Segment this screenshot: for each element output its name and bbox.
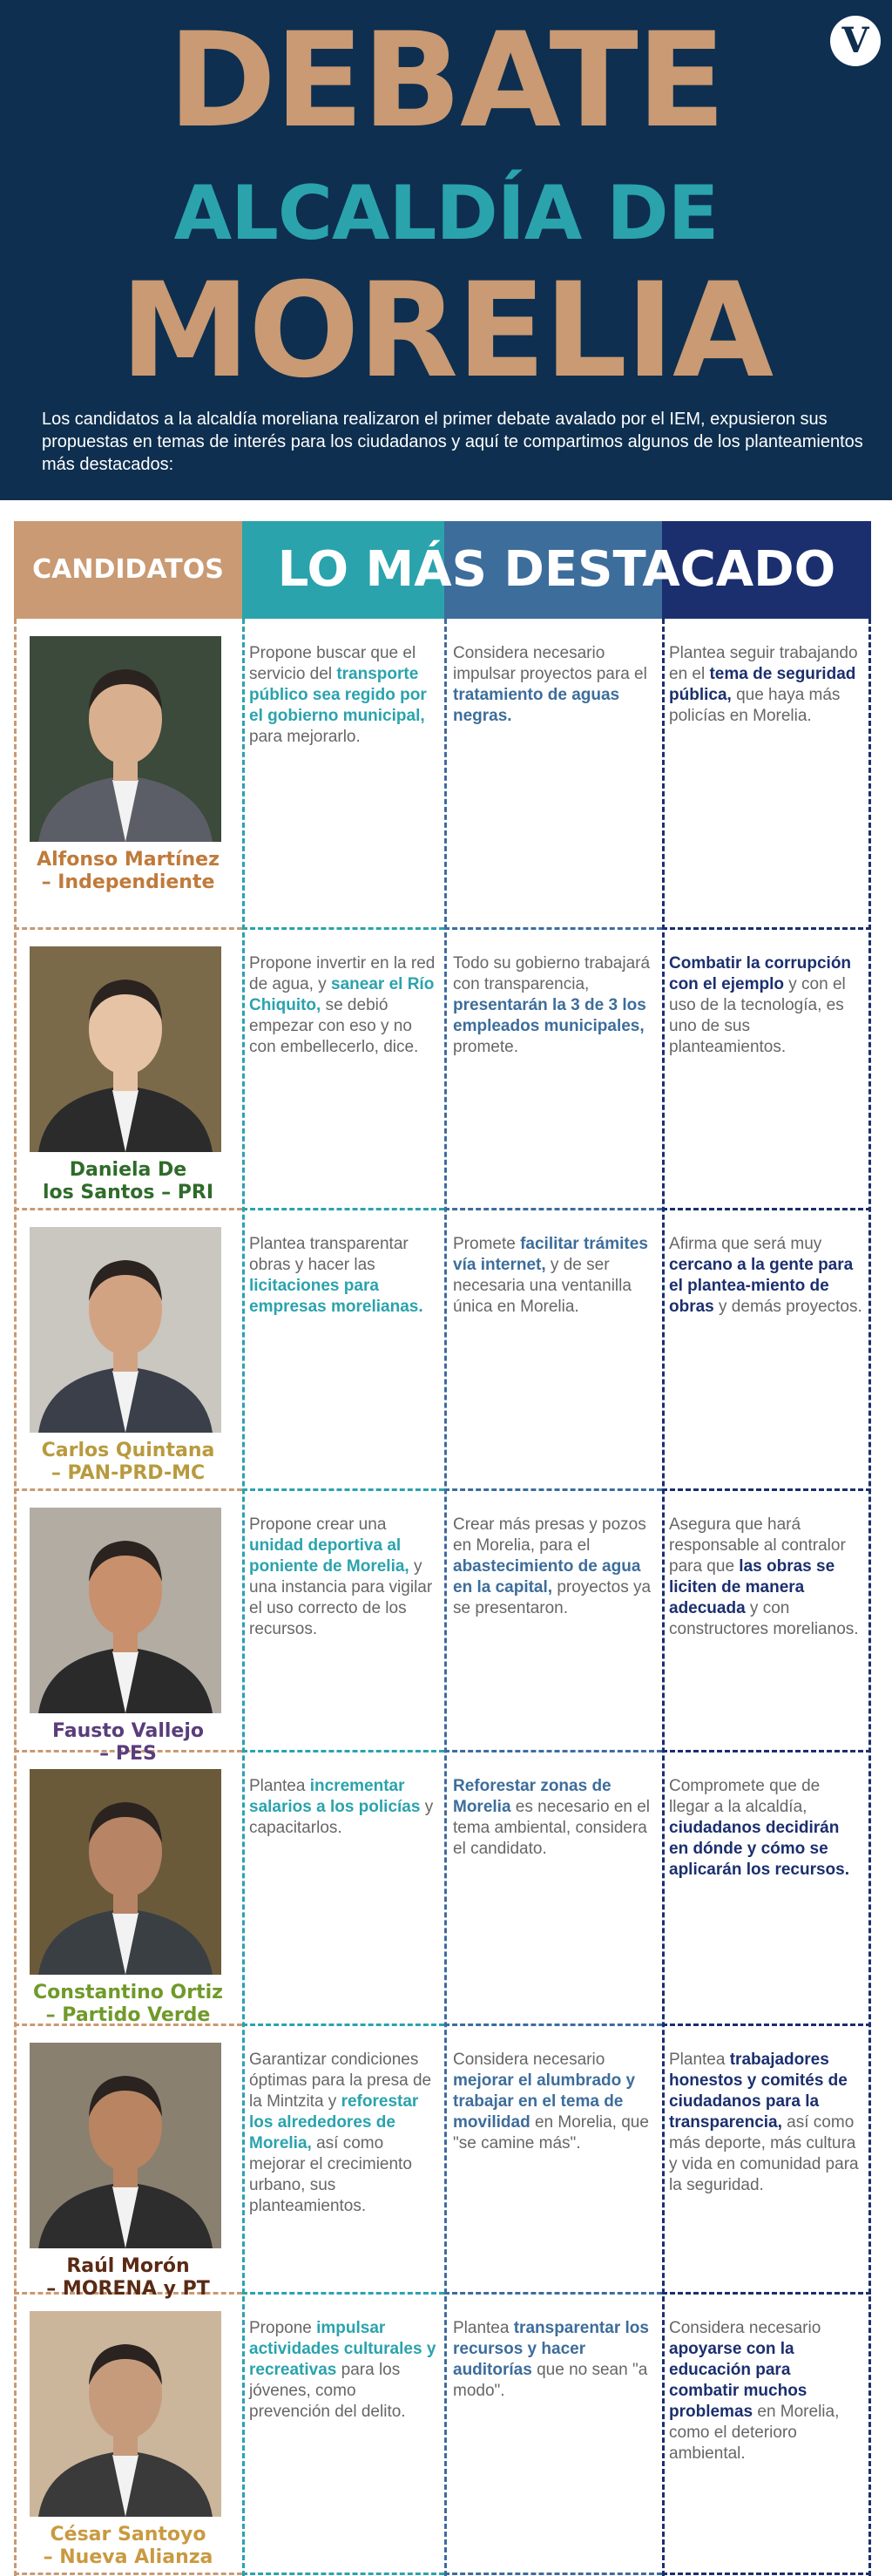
portrait-illustration — [30, 946, 221, 1152]
proposal-cell — [669, 1234, 862, 1318]
row-divider-segment — [662, 1208, 871, 1210]
candidate-name — [14, 1440, 242, 1485]
proposal-highlight: tema de seguridad pública, — [669, 665, 856, 704]
header-banner — [0, 0, 892, 500]
proposal-cell — [453, 1776, 655, 1860]
proposal-text: para mejorarlo. — [249, 728, 361, 746]
proposal-cell — [249, 1776, 439, 1839]
proposal-highlight: las obras se liciten de manera adecuada — [669, 1557, 835, 1617]
proposal-highlight: reforestar los alrededores de Morelia, — [249, 2092, 419, 2152]
row-divider-segment — [444, 1750, 662, 1752]
proposal-text: Plantea — [453, 2319, 514, 2337]
candidate-photo — [30, 2311, 221, 2517]
row-divider-segment — [444, 1208, 662, 1210]
row-divider-segment — [444, 2024, 662, 2026]
proposal-text: para los jóvenes, como prevención del delito. — [249, 2361, 406, 2421]
intro-paragraph: Los candidatos a la alcaldía moreliana realizaron el primer debate avalado por el IEM, expusieron sus propuestas en temas de interés para los ciudadanos y aquí te compartimos algunos de los planteamientos más destacados: — [42, 410, 863, 474]
proposal-text: Afirma que será muy — [669, 1235, 822, 1253]
column-divider — [242, 619, 245, 2576]
candidate-photo — [30, 2043, 221, 2248]
candidate-photo — [30, 946, 221, 1152]
proposal-highlight: transporte público sea regido por el gobierno municipal, — [249, 665, 427, 725]
proposal-text: promete. — [453, 1038, 518, 1056]
title-line-1: DEBATE — [167, 5, 725, 157]
proposal-highlight: unidad deportiva al poniente de Morelia, — [249, 1536, 409, 1576]
proposal-highlight: apoyarse con la educación para combatir muchos problemas — [669, 2340, 808, 2421]
proposal-text: proyectos ya se presentaron. — [453, 1578, 652, 1617]
proposal-text: y con constructores morelianos. — [669, 1599, 859, 1638]
candidate-name-line-2: – MORENA y PT — [46, 2278, 210, 2300]
proposal-cell — [249, 953, 439, 1058]
proposal-cell — [453, 643, 655, 727]
column-divider — [662, 619, 665, 2576]
proposal-text: Propone buscar que el servicio del — [249, 644, 416, 683]
proposal-highlight: Combatir la corrupción con el ejemplo — [669, 954, 852, 993]
column-divider — [868, 619, 871, 2576]
row-divider-segment — [444, 1488, 662, 1491]
proposal-highlight: tratamiento de aguas negras. — [453, 686, 620, 725]
proposal-text: Plantea seguir trabajando en el — [669, 644, 858, 683]
candidate-name-line-1: Daniela De — [69, 1159, 187, 1181]
row-divider-segment — [14, 927, 242, 930]
brand-logo[interactable]: V — [830, 16, 881, 66]
proposal-highlight: sanear el Río Chiquito, — [249, 975, 435, 1014]
row-divider-segment — [242, 2573, 444, 2575]
proposal-highlight: incrementar salarios a los policías — [249, 1777, 421, 1816]
proposal-text: se debió empezar con eso y no con embellecerlo, dice. — [249, 996, 419, 1056]
proposal-text: Plantea transparentar obras y hacer las — [249, 1235, 409, 1274]
proposal-highlight: mejorar el alumbrado y trabajar en el tema de movilidad — [453, 2071, 636, 2132]
candidate-name-line-1: Carlos Quintana — [41, 1440, 215, 1461]
row-divider-segment — [662, 2024, 871, 2026]
proposal-text: Propone crear una — [249, 1515, 387, 1534]
proposal-text: Todo su gobierno trabajará con transparencia, — [453, 954, 651, 993]
row-divider-segment — [662, 2573, 871, 2575]
proposal-cell — [453, 2050, 655, 2154]
proposal-cell — [669, 2050, 862, 2196]
proposal-highlight: abastecimiento de agua en la capital, — [453, 1557, 641, 1596]
candidate-name-line-2: – PES — [99, 1743, 157, 1765]
row-divider-segment — [242, 1208, 444, 1210]
proposal-highlight: transparentar los recursos y hacer auditorías — [453, 2319, 649, 2379]
proposal-cell — [453, 2318, 655, 2402]
row-divider-segment — [444, 927, 662, 930]
proposal-cell — [669, 2318, 862, 2464]
candidate-name-line-1: Constantino Ortiz — [33, 1982, 223, 2003]
candidate-name-line-2: – Independiente — [41, 871, 215, 893]
row-divider-segment — [14, 1208, 242, 1210]
title-line-3: MORELIA — [119, 255, 773, 407]
candidate-name-line-1: Alfonso Martínez — [37, 849, 220, 871]
proposal-text: Propone invertir en la red de agua, y — [249, 954, 436, 993]
comparison-table — [14, 521, 871, 2576]
proposal-text: Considera necesario impulsar proyectos para el — [453, 644, 647, 683]
proposal-text: así como más deporte, más cultura y vida en comunidad para la seguridad. — [669, 2113, 859, 2194]
proposal-text: Asegura que hará responsable al contralor para que — [669, 1515, 846, 1576]
proposal-cell — [453, 1234, 655, 1318]
proposal-text: Compromete que de llegar a la alcaldía, — [669, 1777, 821, 1816]
proposal-cell — [249, 2050, 439, 2217]
candidate-name — [14, 1720, 242, 1766]
proposal-text: Propone — [249, 2319, 317, 2337]
row-divider-segment — [662, 927, 871, 930]
row-divider-segment — [242, 2024, 444, 2026]
proposal-text: en Morelia, como el deterioro ambiental. — [669, 2403, 840, 2463]
portrait-illustration — [30, 2043, 221, 2248]
proposal-text: Crear más presas y pozos en Morelia, para el — [453, 1515, 646, 1555]
proposal-text: y con el uso de la tecnología, es uno de sus planteamientos. — [669, 975, 846, 1056]
candidate-photo — [30, 636, 221, 842]
column-header-highlights: LO MÁS DESTACADO — [277, 541, 836, 598]
proposal-text: y una instancia para vigilar el uso correcto de los recursos. — [249, 1557, 433, 1638]
proposal-cell — [669, 1515, 862, 1640]
proposal-text: Plantea — [669, 2051, 730, 2069]
proposal-cell — [249, 1515, 439, 1640]
proposal-text: que haya más policías en Morelia. — [669, 686, 841, 725]
proposal-text: Considera necesario — [453, 2051, 605, 2069]
candidate-name — [14, 2524, 242, 2569]
candidate-name-line-1: Fausto Vallejo — [52, 1720, 204, 1742]
proposal-text: y demás proyectos. — [713, 1298, 862, 1316]
portrait-illustration — [30, 1508, 221, 1713]
row-divider-segment — [14, 1488, 242, 1491]
proposal-text: y de ser necesaria una ventanilla única en Morelia. — [453, 1256, 632, 1316]
proposal-cell — [249, 2318, 439, 2423]
candidate-name-line-1: César Santoyo — [50, 2524, 206, 2545]
row-divider-segment — [242, 927, 444, 930]
row-divider-segment — [14, 2573, 242, 2575]
proposal-cell — [669, 953, 862, 1058]
title-line-2: ALCALDÍA DE — [173, 170, 719, 257]
candidate-name — [14, 849, 242, 894]
proposal-highlight: facilitar trámites vía internet, — [453, 1235, 648, 1274]
proposal-text: Garantizar condiciones óptimas para la presa de la Mintzita y — [249, 2051, 432, 2111]
proposal-text: en Morelia, que "se camine más". — [453, 2113, 649, 2152]
proposal-cell — [669, 1776, 862, 1881]
proposal-cell — [453, 1515, 655, 1619]
row-divider-segment — [242, 2292, 444, 2295]
proposal-text: Promete — [453, 1235, 521, 1253]
candidate-name-line-2: – Partido Verde — [45, 2004, 211, 2026]
proposal-text: y capacitarlos. — [249, 1798, 434, 1837]
candidate-name-line-2: – PAN-PRD-MC — [51, 1462, 206, 1484]
proposal-text: que no sean "a modo". — [453, 2361, 648, 2400]
column-header-candidates: CANDIDATOS — [14, 521, 242, 619]
portrait-illustration — [30, 2311, 221, 2517]
row-divider-segment — [444, 2573, 662, 2575]
row-divider-segment — [242, 1488, 444, 1491]
candidate-name — [14, 2255, 242, 2301]
candidate-name-line-2: los Santos – PRI — [42, 1182, 214, 1203]
row-divider-segment — [662, 1750, 871, 1752]
proposal-highlight: presentarán la 3 de 3 los empleados municipales, — [453, 996, 646, 1035]
proposal-text: es necesario en el tema ambiental, considera el candidato. — [453, 1798, 651, 1858]
proposal-highlight: trabajadores honestos y comités de ciudadanos para la transparencia, — [669, 2051, 848, 2132]
proposal-highlight: cercano a la gente para el plantea-miento de obras — [669, 1256, 854, 1316]
candidate-photo — [30, 1769, 221, 1975]
candidate-name — [14, 1159, 242, 1204]
proposal-text: Considera necesario — [669, 2319, 821, 2337]
candidate-photo — [30, 1508, 221, 1713]
proposal-text: Plantea — [249, 1777, 310, 1795]
proposal-highlight: Reforestar zonas de Morelia — [453, 1777, 612, 1816]
row-divider-segment — [662, 1488, 871, 1491]
portrait-illustration — [30, 636, 221, 842]
column-divider — [444, 619, 447, 2576]
candidate-name — [14, 1982, 242, 2027]
candidate-photo — [30, 1227, 221, 1433]
proposal-text: así como mejorar el crecimiento urbano, sus planteamientos. — [249, 2134, 412, 2215]
portrait-illustration — [30, 1227, 221, 1433]
proposal-cell — [249, 643, 439, 748]
proposal-cell — [453, 953, 655, 1058]
candidate-name-line-2: – Nueva Alianza — [43, 2546, 213, 2568]
row-divider-segment — [662, 2292, 871, 2295]
proposal-highlight: ciudadanos decidirán en dónde y cómo se aplicarán los recursos. — [669, 1819, 849, 1879]
proposal-cell — [669, 643, 862, 727]
proposal-highlight: licitaciones para empresas morelianas. — [249, 1277, 423, 1316]
row-divider-segment — [444, 2292, 662, 2295]
proposal-cell — [249, 1234, 439, 1318]
candidate-name-line-1: Raúl Morón — [66, 2255, 190, 2277]
portrait-illustration — [30, 1769, 221, 1975]
proposal-highlight: impulsar actividades culturales y recreativas — [249, 2319, 436, 2379]
row-divider-segment — [242, 1750, 444, 1752]
